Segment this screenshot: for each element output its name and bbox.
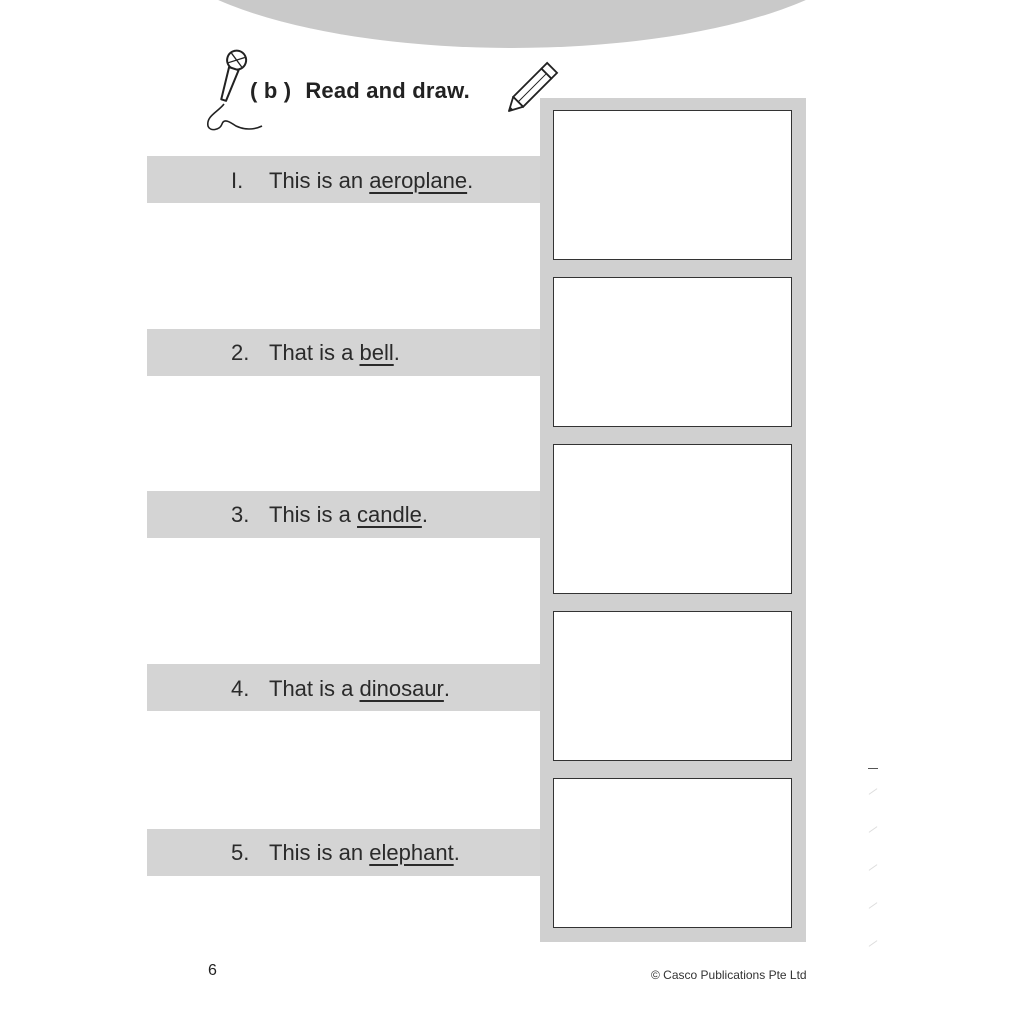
item-number: I. <box>231 167 244 193</box>
target-word: aeroplane <box>369 167 468 193</box>
copyright-notice: © Casco Publications Pte Ltd <box>651 968 807 982</box>
sentence-item-5 <box>231 829 460 876</box>
sentence-punctuation: . <box>467 167 474 193</box>
item-number: 5. <box>231 839 250 865</box>
sentence-text: That is a <box>269 675 360 701</box>
sentence-punctuation: . <box>443 675 450 701</box>
target-word: dinosaur <box>359 675 444 701</box>
header-arc <box>147 0 877 48</box>
sentence-text: This is an <box>269 839 370 865</box>
sentence-punctuation: . <box>393 339 400 365</box>
page-number: 6 <box>208 962 217 979</box>
sentence-punctuation: . <box>453 839 460 865</box>
drawing-box-3[interactable] <box>553 444 792 594</box>
sentence-text: That is a <box>269 339 360 365</box>
sentence-item-3 <box>231 491 428 538</box>
drawing-box-2[interactable] <box>553 277 792 427</box>
drawing-box-5[interactable] <box>553 778 792 928</box>
drawing-box-1[interactable] <box>553 110 792 260</box>
drawing-box-4[interactable] <box>553 611 792 761</box>
item-number: 3. <box>231 501 250 527</box>
target-word: candle <box>357 501 422 527</box>
item-number: 2. <box>231 339 250 365</box>
sentence-text: This is an <box>269 167 370 193</box>
activity-part-label: ( b ) <box>250 78 292 103</box>
activity-instruction: Read and draw. <box>305 78 470 103</box>
target-word: elephant <box>369 839 454 865</box>
next-page-edge <box>868 768 878 1025</box>
sentence-item-1 <box>231 157 473 204</box>
sentence-text: This is a <box>269 501 358 527</box>
sentence-punctuation: . <box>421 501 428 527</box>
sentence-item-4 <box>231 665 450 712</box>
item-number: 4. <box>231 675 250 701</box>
activity-heading <box>250 74 470 108</box>
sentence-item-2 <box>231 329 400 376</box>
target-word: bell <box>359 339 394 365</box>
